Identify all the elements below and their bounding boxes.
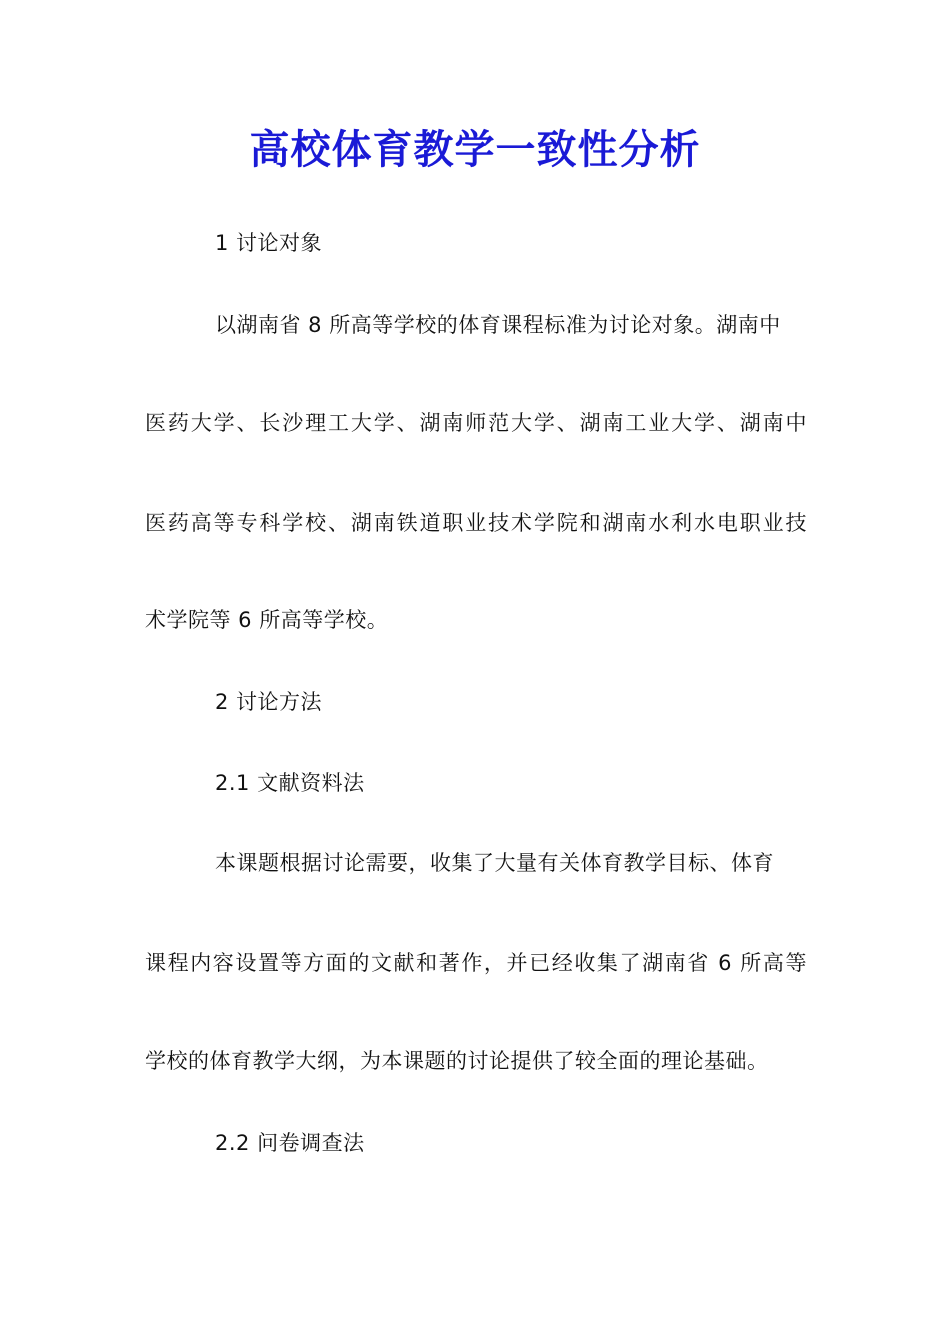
section-heading-literature-method: 2.1 文献资料法 [215,771,365,795]
section-heading-questionnaire-method: 2.2 问卷调查法 [215,1131,365,1155]
paragraph-line: 课程内容设置等方面的文献和著作，并已经收集了湖南省 6 所高等 [145,951,807,975]
paragraph-line: 以湖南省 8 所高等学校的体育课程标准为讨论对象。湖南中 [215,313,781,337]
document-title: 高校体育教学一致性分析 [249,126,701,173]
paragraph-line: 医药大学、长沙理工大学、湖南师范大学、湖南工业大学、湖南中 [145,411,807,435]
paragraph-line: 本课题根据讨论需要，收集了大量有关体育教学目标、体育 [215,851,774,875]
paragraph-line: 学校的体育教学大纲，为本课题的讨论提供了较全面的理论基础。 [145,1049,769,1073]
paragraph-line: 医药高等专科学校、湖南铁道职业技术学院和湖南水利水电职业技 [145,511,807,535]
section-heading-research-method: 2 讨论方法 [215,690,323,714]
paragraph-line: 术学院等 6 所高等学校。 [145,608,389,632]
section-heading-research-object: 1 讨论对象 [215,231,323,255]
